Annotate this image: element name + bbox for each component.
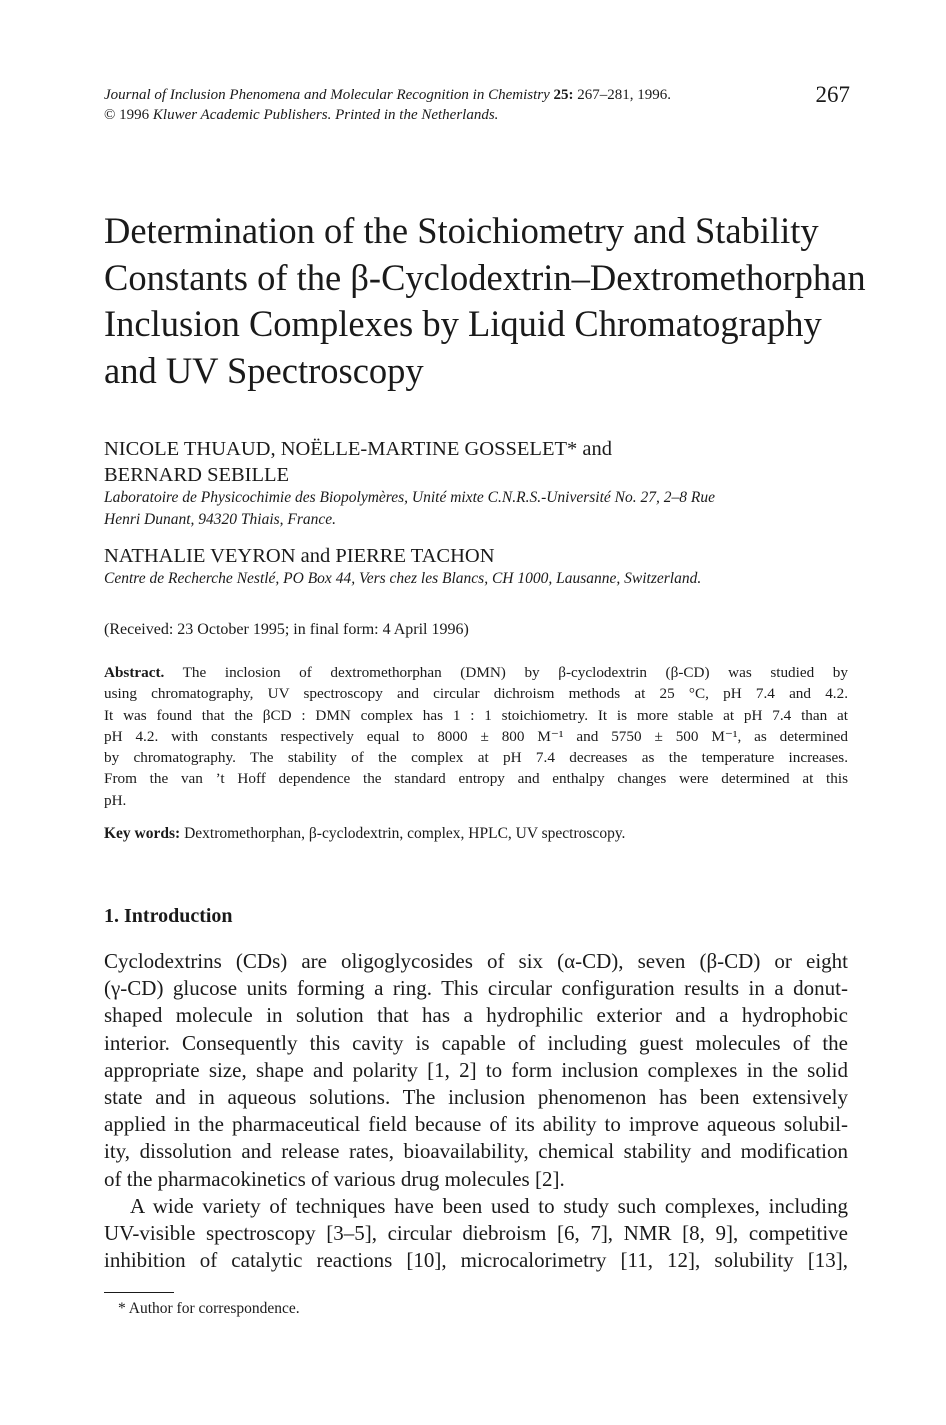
body-line: state and in aqueous solutions. The inclusion phenomenon has been extensively [104,1085,848,1110]
journal-volume: 25: [553,87,574,103]
title-line: Determination of the Stoichiometry and Stability [104,210,819,251]
title-line: Inclusion Complexes by Liquid Chromatography [104,303,822,344]
title-line: and UV Spectroscopy [104,349,424,391]
journal-name: Journal of Inclusion Phenomena and Molecular Recognition in Chemistry [104,87,550,103]
body-line: of the pharmacokinetics of various drug molecules [2]. [104,1166,565,1191]
footnote-rule [104,1292,174,1293]
journal-pages: 267–281, 1996. [577,87,672,103]
body-line: (γ-CD) glucose units forming a ring. This circular configuration results in a donut- [104,976,848,1001]
abstract-label: Abstract. [104,664,165,681]
body-line: Cyclodextrins (CDs) are oligoglycosides of six (α-CD), seven (β-CD) or eight [104,949,848,973]
abstract [104,662,848,811]
affiliation-2: Centre de Recherche Nestlé, PO Box 44, Vers chez les Blancs, CH 1000, Lausanne, Switzerland. [104,570,702,587]
section-heading: 1. Introduction [104,905,233,927]
abstract-line: by chromatography. The stability of the complex at pH 7.4 decreases as the temperature increases. [104,749,848,767]
footnote: * Author for correspondence. [118,1300,300,1317]
keywords-text: Dextromethorphan, β-cyclodextrin, complex, HPLC, UV spectroscopy. [184,825,626,842]
publisher: Kluwer Academic Publishers. Printed in the Netherlands. [152,107,499,123]
affiliation-1-line-2: Henri Dunant, 94320 Thiais, France. [104,511,337,528]
page-number: 267 [815,82,850,107]
body-line: appropriate size, shape and polarity [1, 2] to form inclusion complexes in the solid [104,1057,848,1082]
body-line: inhibition of catalytic reactions [10], microcalorimetry [11, 12], solubility [13], [104,1248,848,1273]
introduction-text [104,948,848,1274]
abstract-line: pH 4.2. with constants respectively equal to 8000 ± 800 M⁻¹ and 5750 ± 500 M⁻¹, as determined [104,727,848,745]
authors-line-1: NICOLE THUAUD, NOËLLE-MARTINE GOSSELET* and [104,438,612,460]
body-line: shaped molecule in solution that has a hydrophilic exterior and a hydrophobic [104,1003,848,1028]
copyright-line [104,106,498,124]
abstract-text: The inclosion of dextromethorphan (DMN) by β-cyclodextrin (β-CD) was studied by [182,664,848,681]
authors-line-3: NATHALIE VEYRON and PIERRE TACHON [104,545,495,567]
authors-line-2: BERNARD SEBILLE [104,464,290,486]
abstract-line: It was found that the βCD : DMN complex has 1 : 1 stoichiometry. It is more stable at pH 7.4 than at [104,706,848,724]
copyright-year: 1996 [119,107,150,123]
body-line: ity, dissolution and release rates, bioavailability, chemical stability and modification [104,1139,848,1164]
affiliation-1-line-1: Laboratoire de Physicochimie des Biopolymères, Unité mixte C.N.R.S.-Université No. 27, 2–8 Rue [104,489,715,506]
body-line: applied in the pharmaceutical field because of its ability to improve aqueous solubil- [104,1112,848,1137]
article-title [104,208,864,394]
body-line: interior. Consequently this cavity is capable of including guest molecules of the [104,1030,848,1055]
copyright-symbol: © [104,107,116,123]
abstract-line: using chromatography, UV spectroscopy and circular dichroism methods at 25 °C, pH 7.4 and 4.2. [104,685,848,703]
abstract-line [104,662,848,683]
abstract-line: From the van ’t Hoff dependence the standard entropy and enthalpy changes were determined at this [104,770,848,788]
keywords-label: Key words: [104,825,181,842]
title-line: Constants of the β-Cyclodextrin–Dextromethorphan [104,256,866,298]
keywords [104,825,625,843]
abstract-line: pH. [104,791,127,809]
journal-citation [104,86,671,104]
body-line: A wide variety of techniques have been used to study such complexes, including [130,1193,848,1218]
body-line: UV-visible spectroscopy [3–5], circular diebroism [6, 7], NMR [8, 9], competitive [104,1221,848,1246]
received-dates: (Received: 23 October 1995; in final form: 4 April 1996) [104,621,469,638]
